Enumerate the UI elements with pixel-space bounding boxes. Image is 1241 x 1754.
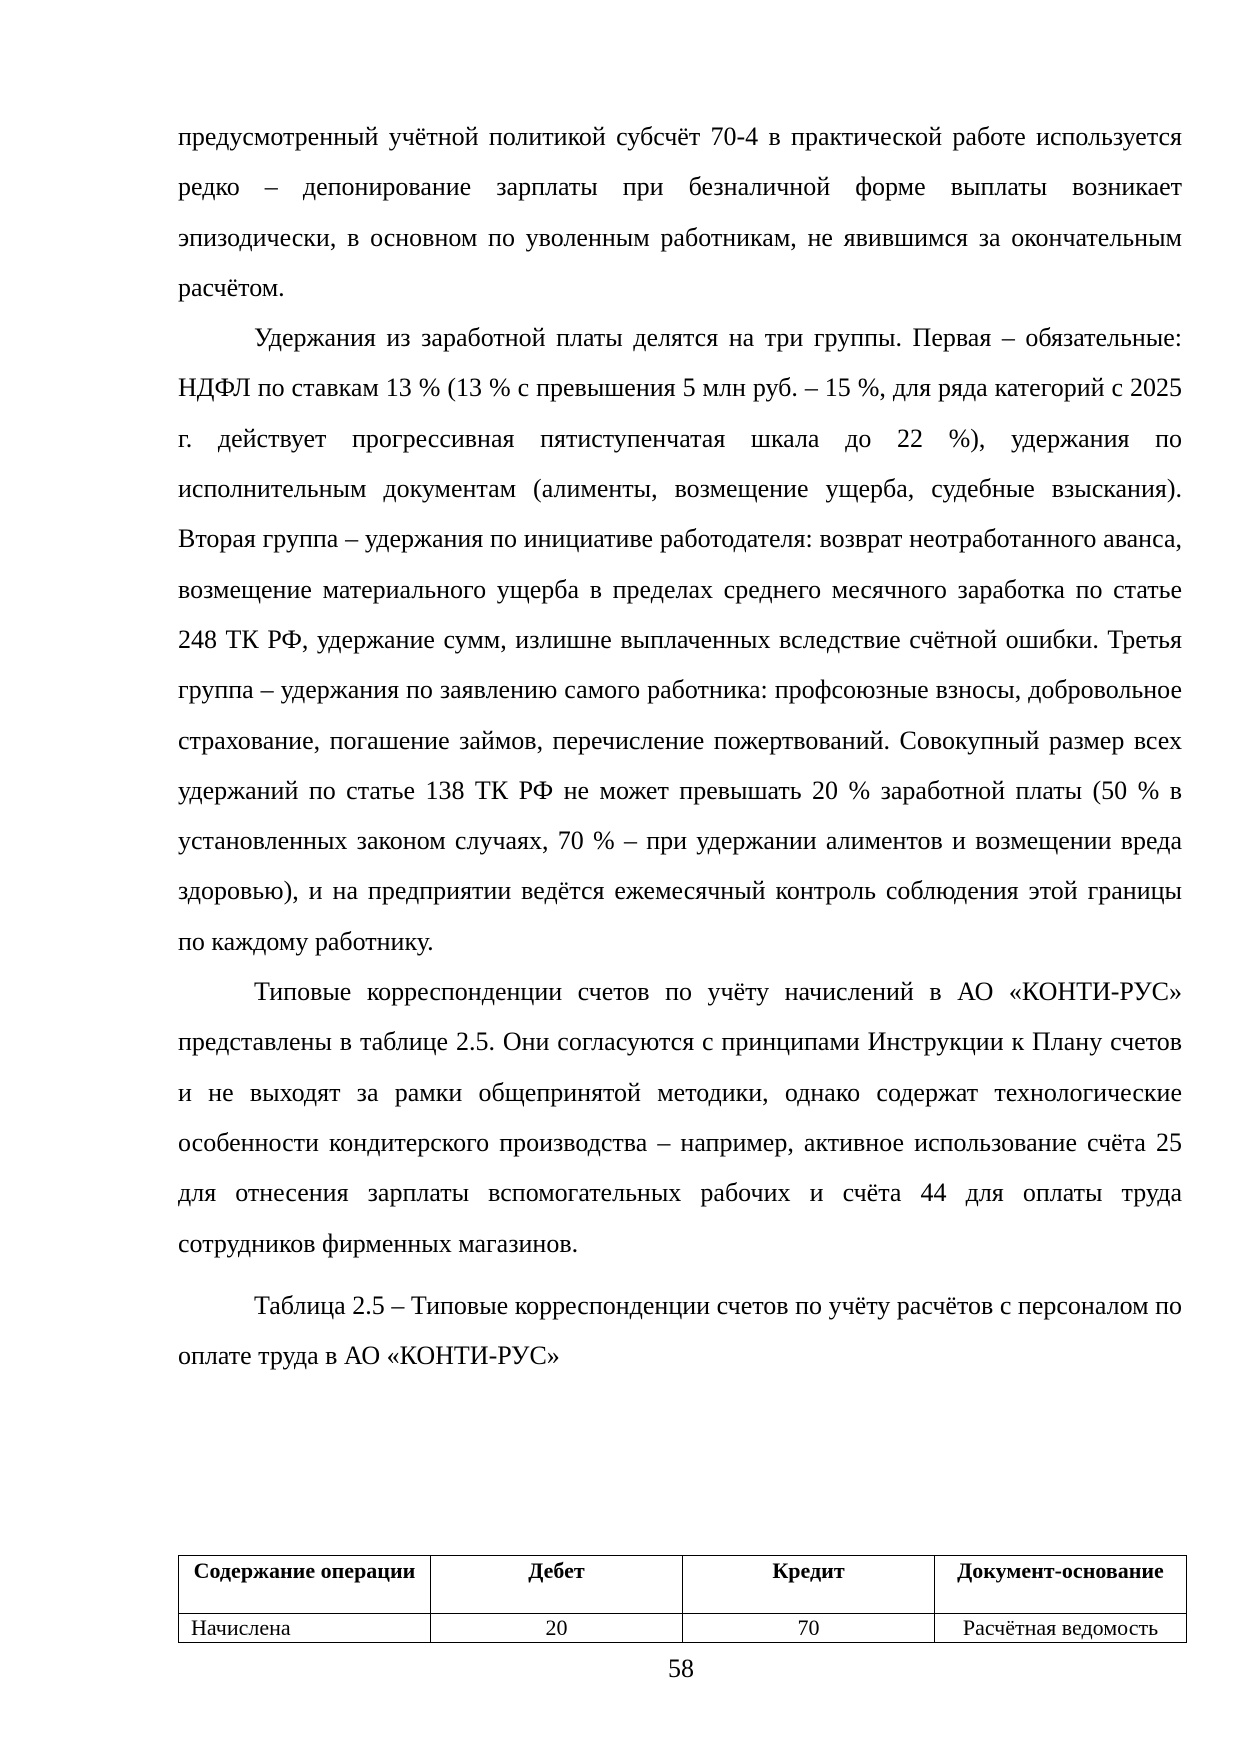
cell-operation: Начислена <box>179 1614 431 1643</box>
header-debit: Дебет <box>431 1556 683 1614</box>
table-caption: Таблица 2.5 – Типовые корреспонденции счетов по учёту расчётов с персоналом по оплате труда в АО «КОНТИ-РУС» <box>178 1290 1182 1371</box>
page-number: 58 <box>668 1654 694 1683</box>
table-header-row <box>179 1556 1187 1614</box>
paragraph-continued: предусмотренный учётной политикой субсчёт 70-4 в практической работе используется редко – депонирование зарплаты при безналичной форме выплаты возникает эпизодически, в основном по уволенным работникам, не явившимся за окончательным расчётом. <box>178 122 1182 302</box>
correspondence-table <box>178 1555 1187 1643</box>
header-document: Документ-основание <box>935 1556 1187 1614</box>
table-row <box>179 1614 1187 1643</box>
header-credit: Кредит <box>683 1556 935 1614</box>
body-text <box>178 112 1182 1381</box>
cell-credit: 70 <box>683 1614 935 1643</box>
cell-debit: 20 <box>431 1614 683 1643</box>
cell-document: Расчётная ведомость <box>935 1614 1187 1643</box>
paragraph-correspondences: Типовые корреспонденции счетов по учёту начислений в АО «КОНТИ-РУС» представлены в таблице 2.5. Они согласуются с принципами Инструкции к Плану счетов и не выходят за рамки общепринятой методики, однако содержат технологические особенности кондитерского производства – например, активное использование счёта 25 для отнесения зарплаты вспомогательных рабочих и счёта 44 для оплаты труда сотрудников фирменных магазинов. <box>178 977 1182 1258</box>
paragraph-deductions: Удержания из заработной платы делятся на три группы. Первая – обязательные: НДФЛ по ставкам 13 % (13 % с превышения 5 млн руб. – 15 %, для ряда категорий с 2025 г. действует прогрессивная пятиступенчатая шкала до 22 %), удержания по исполнительным документам (алименты, возмещение ущерба, судебные взыскания). Вторая группа – удержания по инициативе работодателя: возврат неотработанного аванса, возмещение материального ущерба в пределах среднего месячного заработка по статье 248 ТК РФ, удержание сумм, излишне выплаченных вследствие счётной ошибки. Третья группа – удержания по заявлению самого работника: профсоюзные взносы, добровольное страхование, погашение займов, перечисление пожертвований. Совокупный размер всех удержаний по статье 138 ТК РФ не может превышать 20 % заработной платы (50 % в установленных законом случаях, 70 % – при удержании алиментов и возмещении вреда здоровью), и на предприятии ведётся ежемесячный контроль соблюдения этой границы по каждому работнику. <box>178 323 1182 956</box>
correspondence-table-container <box>178 1555 1186 1643</box>
header-operation: Содержание операции <box>179 1556 431 1614</box>
